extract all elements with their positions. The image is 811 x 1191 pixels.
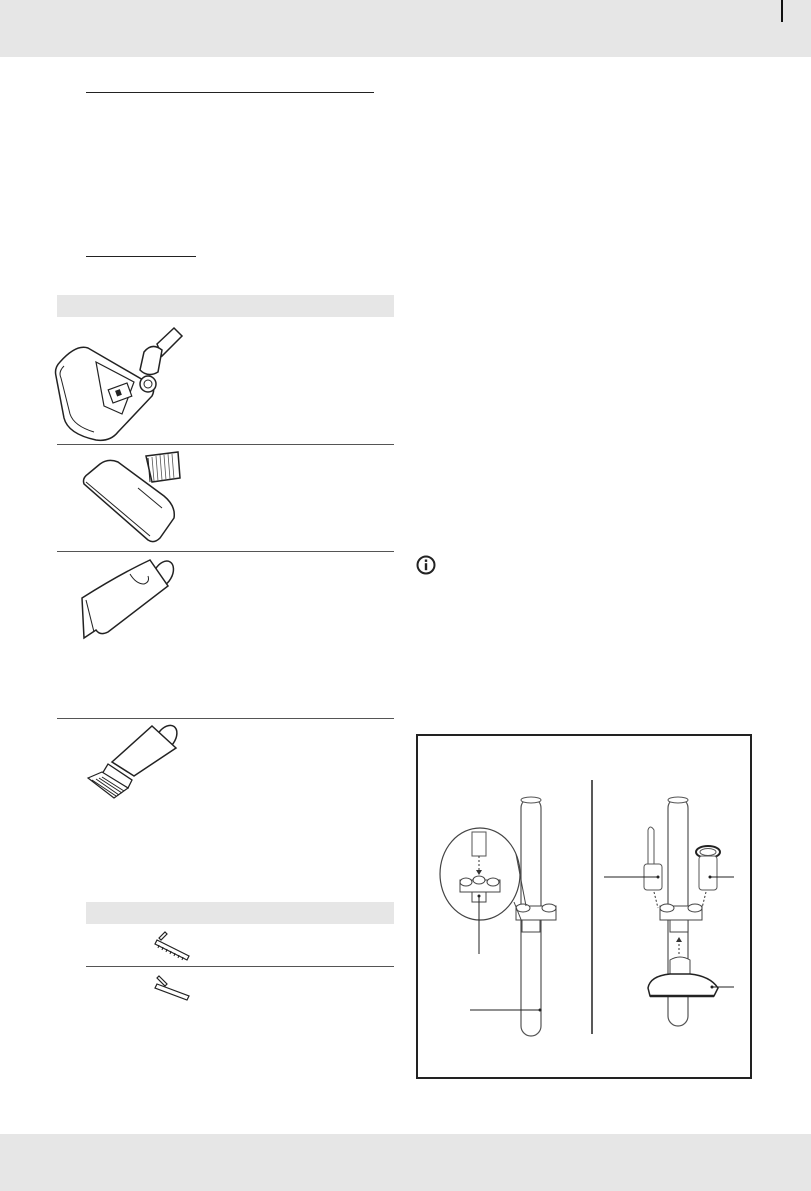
- section-heading-underline: [86, 92, 374, 93]
- brush-retracted-icon: [153, 972, 193, 1006]
- row-divider: [86, 966, 394, 967]
- subsection-heading-underline: [86, 256, 196, 257]
- brush-extended-icon: [153, 928, 193, 962]
- header-band: [0, 0, 811, 57]
- row-divider: [57, 551, 394, 552]
- dusting-brush-icon: [86, 722, 186, 800]
- nozzle-setting-header: [86, 902, 394, 924]
- info-icon: [416, 555, 436, 575]
- crop-mark: [781, 0, 783, 22]
- footer-band: [0, 1134, 811, 1191]
- crevice-tool-icon: [80, 554, 180, 642]
- accessory-holder-figure: [416, 734, 752, 1079]
- floor-nozzle-icon: [52, 322, 186, 444]
- upholstery-nozzle-icon: [78, 448, 182, 544]
- row-divider: [57, 444, 394, 445]
- row-divider: [57, 718, 394, 719]
- tools-table-header: [57, 295, 394, 317]
